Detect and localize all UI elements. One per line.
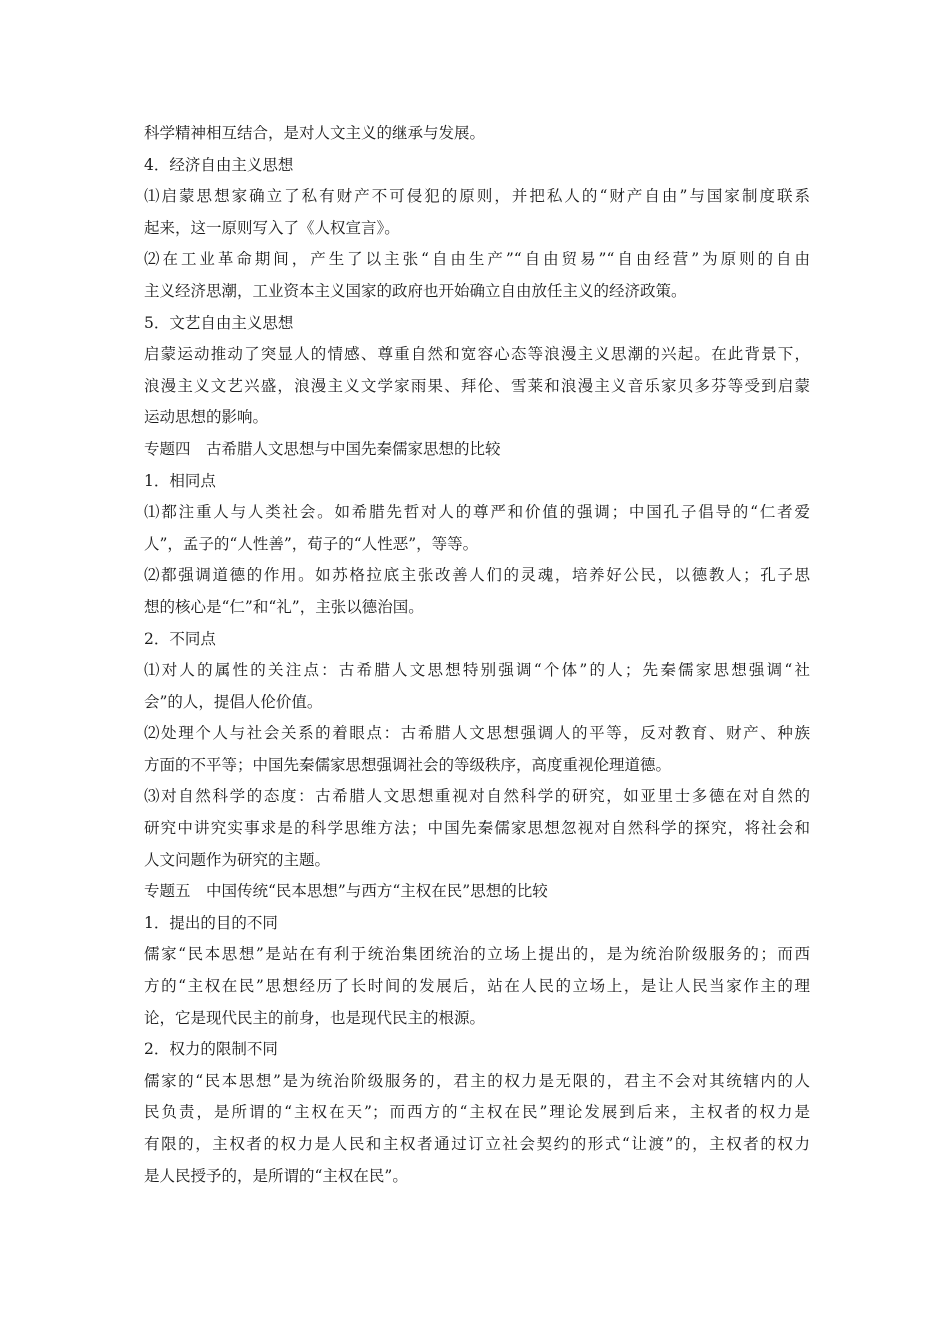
text-line: 主义经济思潮，工业资本主义国家的政府也开始确立自由放任主义的经济政策。 bbox=[144, 281, 687, 300]
text-line: 有限的，主权者的权力是人民和主权者通过订立社会契约的形式“让渡”的，主权者的权力 bbox=[144, 1135, 810, 1153]
text-line: 1．提出的目的不同 bbox=[144, 913, 278, 932]
text-line: 儒家的“民本思想”是为统治阶级服务的，君主的权力是无限的，君主不会对其统辖内的人 bbox=[144, 1071, 810, 1090]
text-line: 起来，这一原则写入了《人权宣言》。 bbox=[144, 218, 400, 237]
document-body bbox=[144, 118, 810, 1192]
text-line: 2．不同点 bbox=[144, 629, 216, 648]
text-line: 科学精神相互结合，是对人文主义的继承与发展。 bbox=[144, 124, 486, 142]
text-line: ⑵都强调道德的作用。如苏格拉底主张改善人们的灵魂，培养好公民，以德教人；孔子思 bbox=[144, 566, 810, 585]
text-line: ⑵在工业革命期间，产生了以主张“自由生产”“自由贸易”“自由经营”为原则的自由 bbox=[144, 250, 810, 269]
text-line: 人文问题作为研究的主题。 bbox=[144, 850, 331, 869]
text-line: 想的核心是“仁”和“礼”，主张以德治国。 bbox=[144, 597, 424, 616]
text-line: 1．相同点 bbox=[144, 471, 216, 490]
text-line: 会”的人，提倡人伦价值。 bbox=[144, 692, 323, 711]
text-line: ⑶对自然科学的态度：古希腊人文思想重视对自然科学的研究，如亚里士多德在对自然的 bbox=[144, 787, 810, 806]
text-line: 是人民授予的，是所谓的“主权在民”。 bbox=[144, 1166, 408, 1185]
text-line: ⑵处理个人与社会关系的着眼点：古希腊人文思想强调人的平等，反对教育、财产、种族 bbox=[144, 724, 810, 743]
text-line: 4．经济自由主义思想 bbox=[144, 155, 294, 174]
text-line: 启蒙运动推动了突显人的情感、尊重自然和宽容心态等浪漫主义思潮的兴起。在此背景下， bbox=[144, 345, 810, 364]
text-line: 浪漫主义文艺兴盛，浪漫主义文学家雨果、拜伦、雪莱和浪漫主义音乐家贝多芬等受到启蒙 bbox=[144, 376, 810, 395]
text-line: 专题四 古希腊人文思想与中国先秦儒家思想的比较 bbox=[144, 439, 501, 458]
text-line: ⑴都注重人与人类社会。如希腊先哲对人的尊严和价值的强调；中国孔子倡导的“仁者爱 bbox=[144, 503, 810, 522]
text-line: 5．文艺自由主义思想 bbox=[144, 313, 294, 332]
text-line: 民负责，是所谓的“主权在天”；而西方的“主权在民”理论发展到后来，主权者的权力是 bbox=[144, 1103, 810, 1122]
text-line: ⑴启蒙思想家确立了私有财产不可侵犯的原则，并把私人的“财产自由”与国家制度联系 bbox=[144, 187, 810, 206]
text-line: 方面的不平等；中国先秦儒家思想强调社会的等级秩序，高度重视伦理道德。 bbox=[144, 755, 672, 774]
text-line: 2．权力的限制不同 bbox=[144, 1040, 278, 1059]
text-line: 专题五 中国传统“民本思想”与西方“主权在民”思想的比较 bbox=[144, 882, 548, 901]
text-line: 儒家“民本思想”是站在有利于统治集团统治的立场上提出的，是为统治阶级服务的；而西 bbox=[144, 945, 810, 964]
text-line: 运动思想的影响。 bbox=[144, 408, 269, 427]
text-line: 研究中讲究实事求是的科学思维方法；中国先秦儒家思想忽视对自然科学的探究，将社会和 bbox=[144, 819, 810, 838]
text-line: 方的“主权在民”思想经历了长时间的发展后，站在人民的立场上，是让人民当家作主的理 bbox=[144, 977, 810, 996]
text-line: ⑴对人的属性的关注点：古希腊人文思想特别强调“个体”的人；先秦儒家思想强调“社 bbox=[144, 661, 810, 680]
text-line: 人”，孟子的“人性善”，荀子的“人性恶”，等等。 bbox=[144, 534, 479, 553]
text-line: 论，它是现代民主的前身，也是现代民主的根源。 bbox=[144, 1008, 486, 1027]
